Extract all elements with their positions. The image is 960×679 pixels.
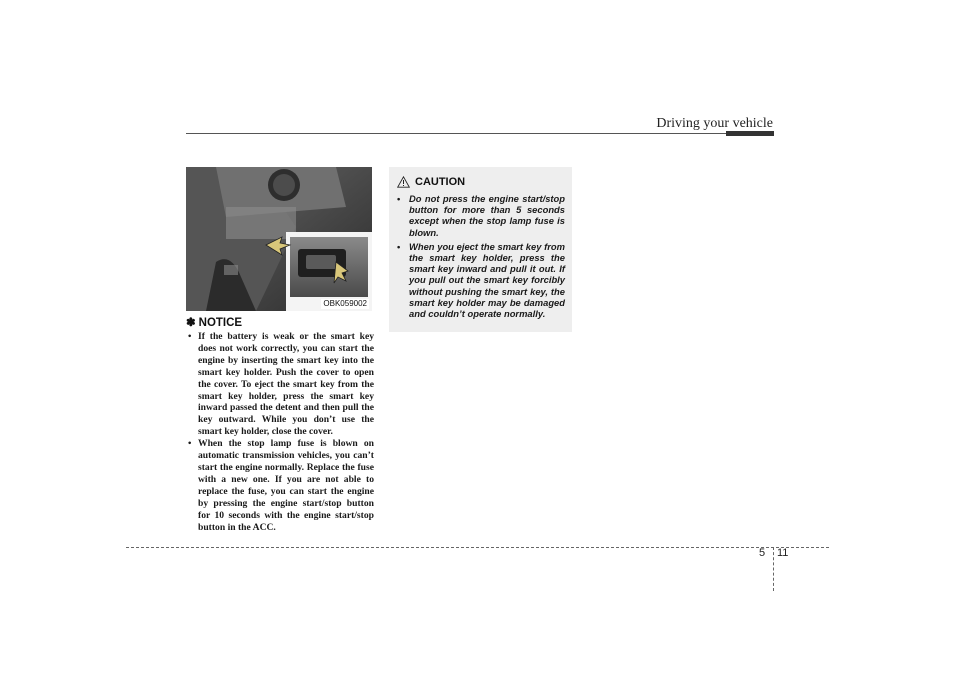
header-rule-accent: [726, 131, 774, 136]
caution-list: [397, 193, 565, 319]
chapter-number: 5: [758, 547, 766, 559]
notice-block: [186, 316, 374, 533]
notice-title: NOTICE: [198, 317, 243, 329]
notice-item: • If the battery is weak or the smart key does not work correctly, you can start the engine by inserting the smart key into the smart key holder. Push the cover to open the cover. To eject the smart key from the smart key holder, press the smart key inward passed the detent and then pull the key outward. While you don’t use the smart key holder, close the cover.: [188, 331, 374, 438]
footer-rule: [126, 547, 829, 548]
section-title: Driving your vehicle: [656, 116, 773, 131]
header-rule: [186, 133, 774, 134]
page-number-divider: [773, 547, 774, 591]
smart-key-holder-figure: [186, 167, 372, 311]
warning-triangle-icon: [397, 176, 410, 188]
notice-heading: [186, 316, 374, 330]
smart-key-holder-photo: [186, 167, 372, 311]
notice-item: • When the stop lamp fuse is blown on automatic transmission vehicles, you can’t start the engine normally. Replace the fuse with a new one. If you are not able to replace the fuse, you can start the engine by pressing the engine start/stop button for 10 seconds with the engine start/stop button in the ACC.: [188, 438, 374, 533]
caution-item: • When you eject the smart key from the smart key holder, press the smart key inward and pull it out. If you pull out the smart key forcibly without pushing the smart key, the smart key holder may be damaged and couldn’t operate normally.: [397, 240, 565, 320]
caution-heading: [397, 174, 565, 190]
caution-box: [389, 167, 572, 332]
figure-code: OBK059002: [323, 299, 367, 308]
notice-star-icon: ✽: [186, 317, 196, 329]
page-number: 11: [777, 547, 789, 559]
caution-item: • Do not press the engine start/stop button for more than 5 seconds except when the stop lamp fuse is blown.: [397, 193, 565, 238]
notice-list: [186, 331, 374, 533]
caution-title: CAUTION: [415, 176, 466, 188]
